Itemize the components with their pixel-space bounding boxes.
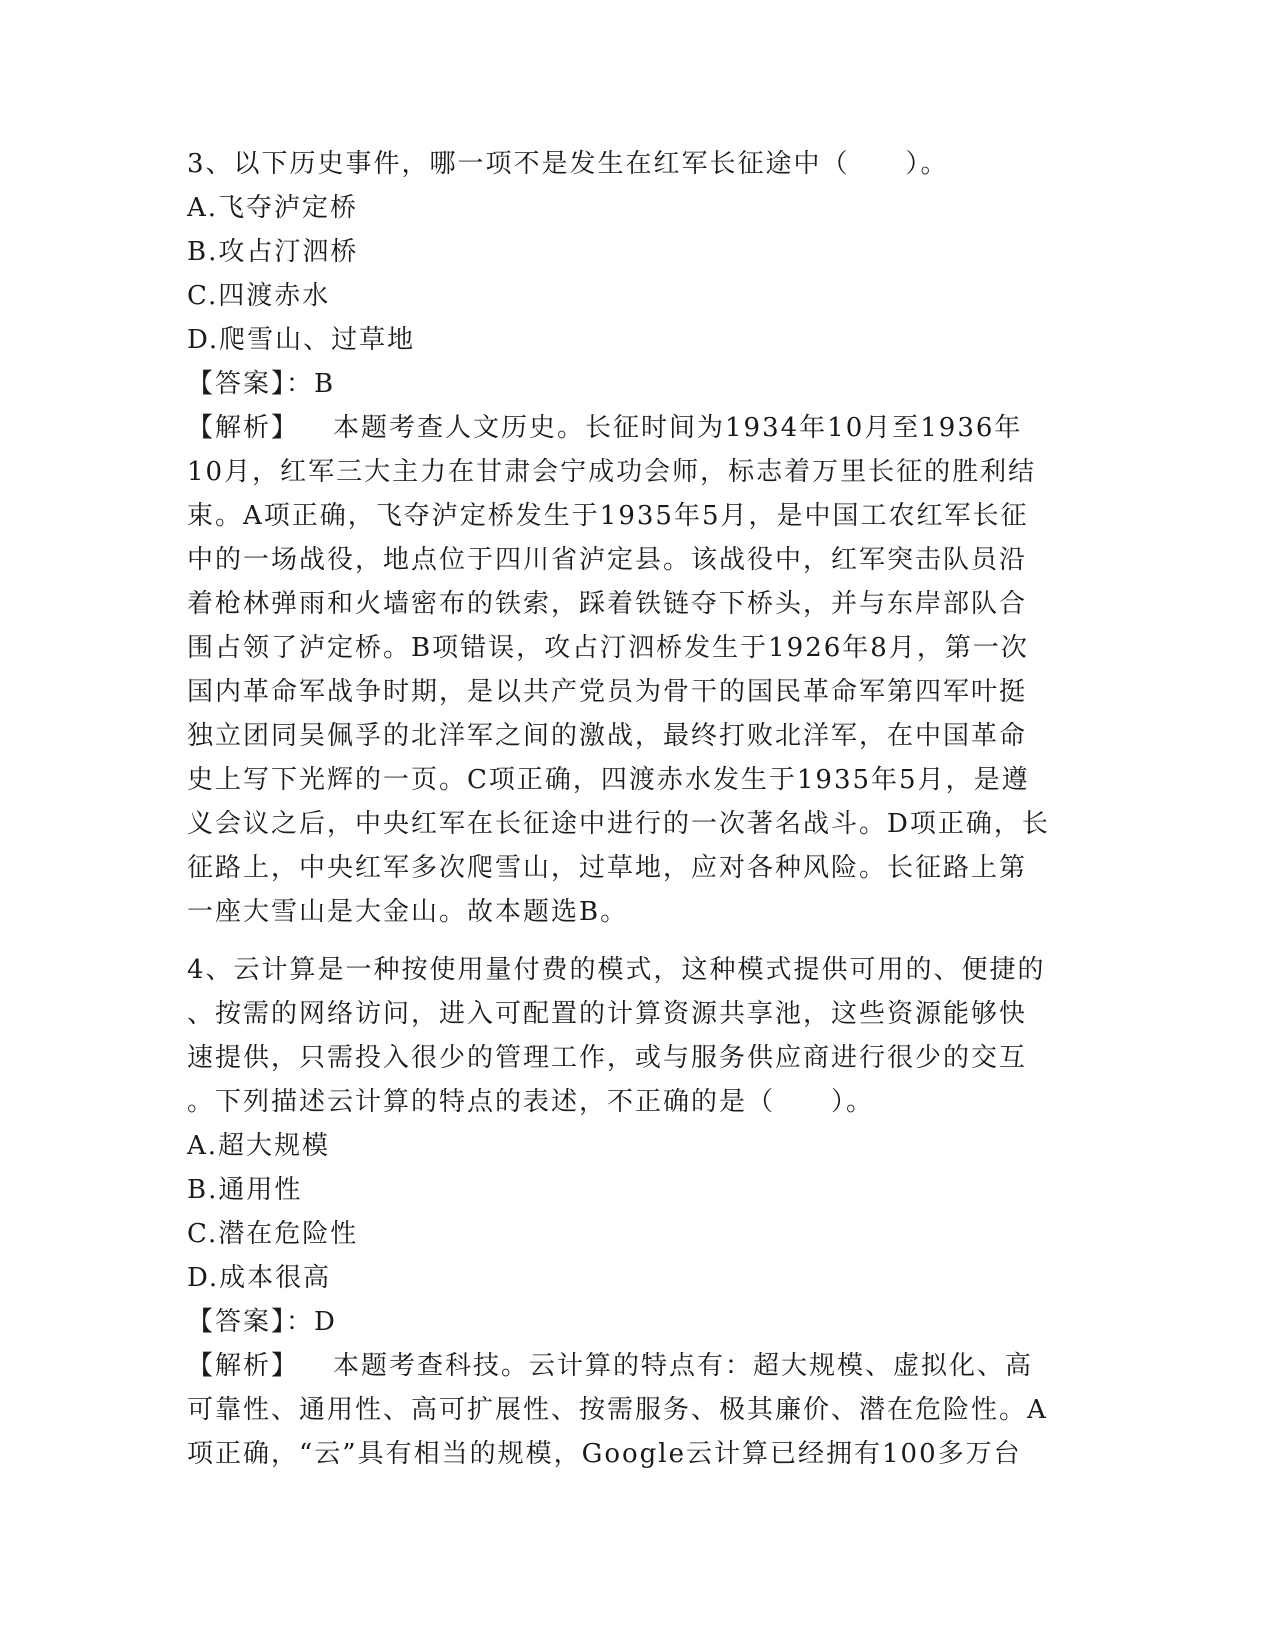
question-stem: 速提供，只需投入很少的管理工作，或与服务供应商进行很少的交互 [187,1043,1028,1073]
analysis-text: 着枪林弹雨和火墙密布的铁索，踩着铁链夺下桥头，并与东岸部队合 [187,589,1028,619]
option-c: C.四渡赤水 [187,281,331,311]
question-stem: 3、以下历史事件，哪一项不是发生在红军长征途中（ ）。 [187,149,949,179]
analysis-text: 可靠性、通用性、高可扩展性、按需服务、极其廉价、潜在危险性。A [187,1395,1048,1425]
analysis-text: 束。A项正确，飞夺泸定桥发生于1935年5月，是中国工农红军长征 [187,501,1029,531]
answer-line [187,362,1067,406]
answer-value: B [314,369,336,399]
analysis-text: 义会议之后，中央红军在长征途中进行的一次著名战斗。D项正确，长 [187,809,1050,839]
analysis-text: 国内革命军战争时期，是以共产党员为骨干的国民革命军第四军叶挺 [187,677,1028,707]
analysis-text: 史上写下光辉的一页。C项正确，四渡赤水发生于1935年5月，是遵 [187,765,1030,795]
question-stem: 4、云计算是一种按使用量付费的模式，这种模式提供可用的、便捷的 [187,955,1046,985]
option-b: B.通用性 [187,1175,303,1205]
answer-label: 【答案】： [187,369,315,399]
question-4 [187,948,1067,1476]
question-stem: 、按需的网络访问，进入可配置的计算资源共享池，这些资源能够快 [187,999,1028,1029]
option-d: D.成本很高 [187,1263,332,1293]
analysis-text: 征路上，中央红军多次爬雪山，过草地，应对各种风险。长征路上第 [187,853,1028,883]
analysis-text: 独立团同吴佩孚的北洋军之间的激战，最终打败北洋军，在中国革命 [187,721,1028,751]
analysis-text: 本题考查科技。云计算的特点有：超大规模、虚拟化、高 [333,1351,1034,1381]
question-3 [187,142,1067,934]
answer-label: 【答案】： [187,1307,315,1337]
analysis-text: 10月，红军三大主力在甘肃会宁成功会师，标志着万里长征的胜利结 [187,457,1037,487]
analysis-text: 中的一场战役，地点位于四川省泸定县。该战役中，红军突击队员沿 [187,545,1028,575]
question-stem: 。下列描述云计算的特点的表述，不正确的是（ ）。 [187,1087,875,1117]
answer-value: D [314,1307,337,1337]
analysis-text: 一座大雪山是大金山。故本题选B。 [187,897,629,927]
analysis-text: 项正确，“云”具有相当的规模，Google云计算已经拥有100多万台 [187,1439,1022,1469]
analysis-text: 围占领了泸定桥。B项错误，攻占汀泗桥发生于1926年8月，第一次 [187,633,1029,663]
answer-line [187,1300,1067,1344]
option-a: A.飞夺泸定桥 [187,193,359,223]
analysis-line [187,406,1067,450]
option-c: C.潜在危险性 [187,1219,359,1249]
option-b: B.攻占汀泗桥 [187,237,359,267]
analysis-label: 【解析】 [187,1351,300,1381]
document-page [187,142,1067,1476]
option-d: D.爬雪山、过草地 [187,325,416,355]
analysis-text: 本题考查人文历史。长征时间为1934年10月至1936年 [333,413,1023,443]
analysis-line [187,1344,1067,1388]
analysis-label: 【解析】 [187,413,300,443]
option-a: A.超大规模 [187,1131,331,1161]
